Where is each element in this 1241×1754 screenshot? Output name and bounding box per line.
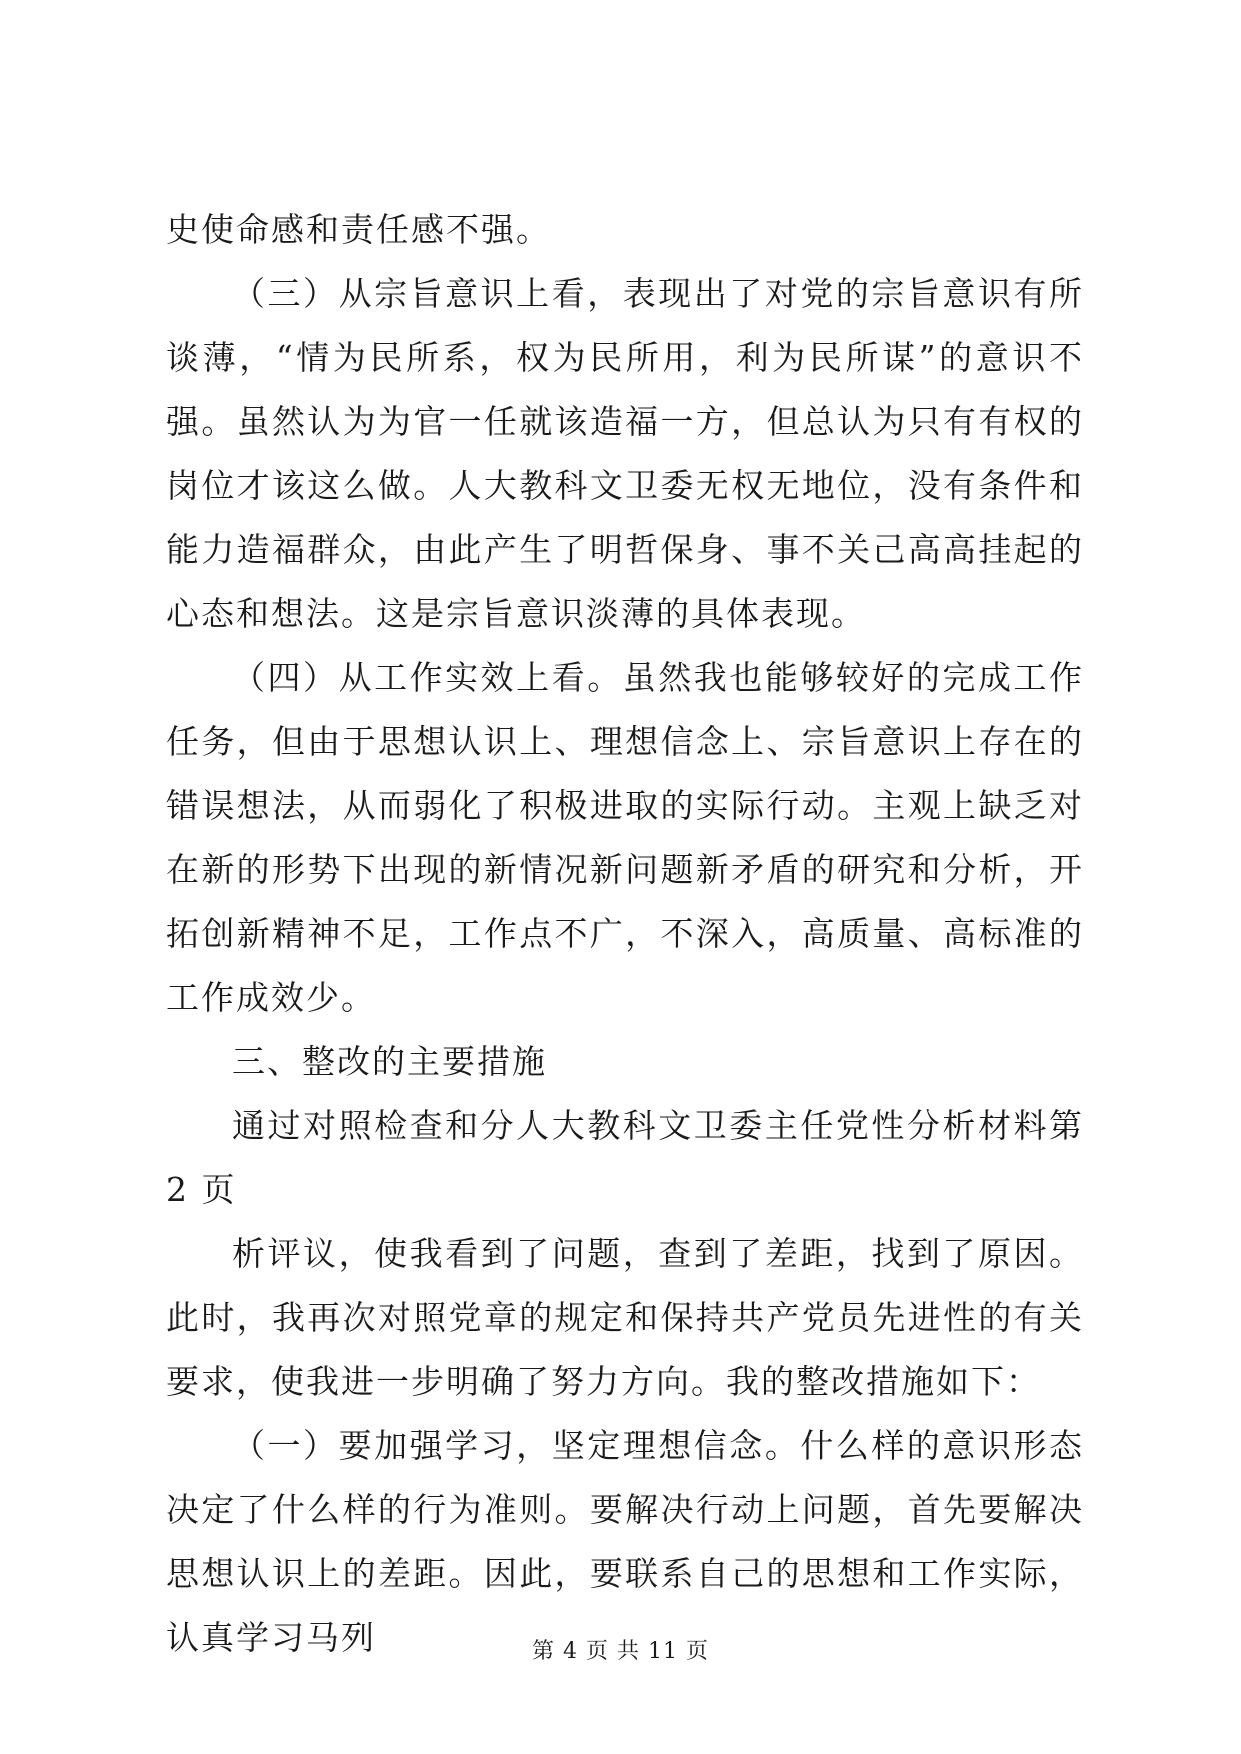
paragraph-section-four: （四）从工作实效上看。虽然我也能够较好的完成工作任务，但由于思想认识上、理想信念上、宗旨意识上存在的错误想法，从而弱化了积极进取的实际行动。主观上缺乏对在新的形势下出现的新情况新问题新矛盾的研究和分析，开拓创新精神不足，工作点不广，不深入，高质量、高标准的工作成效少。 xyxy=(166,658,1084,1017)
paragraph-continuation: 史使命感和责任感不强。 xyxy=(166,210,551,249)
section-heading: 三、整改的主要措施 xyxy=(232,1042,547,1081)
paragraph-section-three: （三）从宗旨意识上看，表现出了对党的宗旨意识有所谈薄，“情为民所系，权为民所用，利为民所谋”的意识不强。虽然认为为官一任就该造福一方，但总认为只有有权的岗位才该这么做。人大教科文卫委无权无地位，没有条件和能力造福群众，由此产生了明哲保身、事不关己高高挂起的心态和想法。这是宗旨意识淡薄的具体表现。 xyxy=(166,274,1084,633)
page-number-footer: 第 4 页 共 11 页 xyxy=(532,1639,709,1664)
document-body xyxy=(166,198,1084,1670)
paragraph-reflection: 析评议，使我看到了问题，查到了差距，找到了原因。此时，我再次对照党章的规定和保持共产党员先进性的有关要求，使我进一步明确了努力方向。我的整改措施如下： xyxy=(166,1234,1084,1401)
paragraph-page-break-text: 通过对照检查和分人大教科文卫委主任党性分析材料第 2 页 xyxy=(166,1106,1084,1209)
paragraph-measure-one: （一）要加强学习，坚定理想信念。什么样的意识形态决定了什么样的行为准则。要解决行动上问题，首先要解决思想认识上的差距。因此，要联系自己的思想和工作实际，认真学习马列 xyxy=(166,1426,1084,1657)
